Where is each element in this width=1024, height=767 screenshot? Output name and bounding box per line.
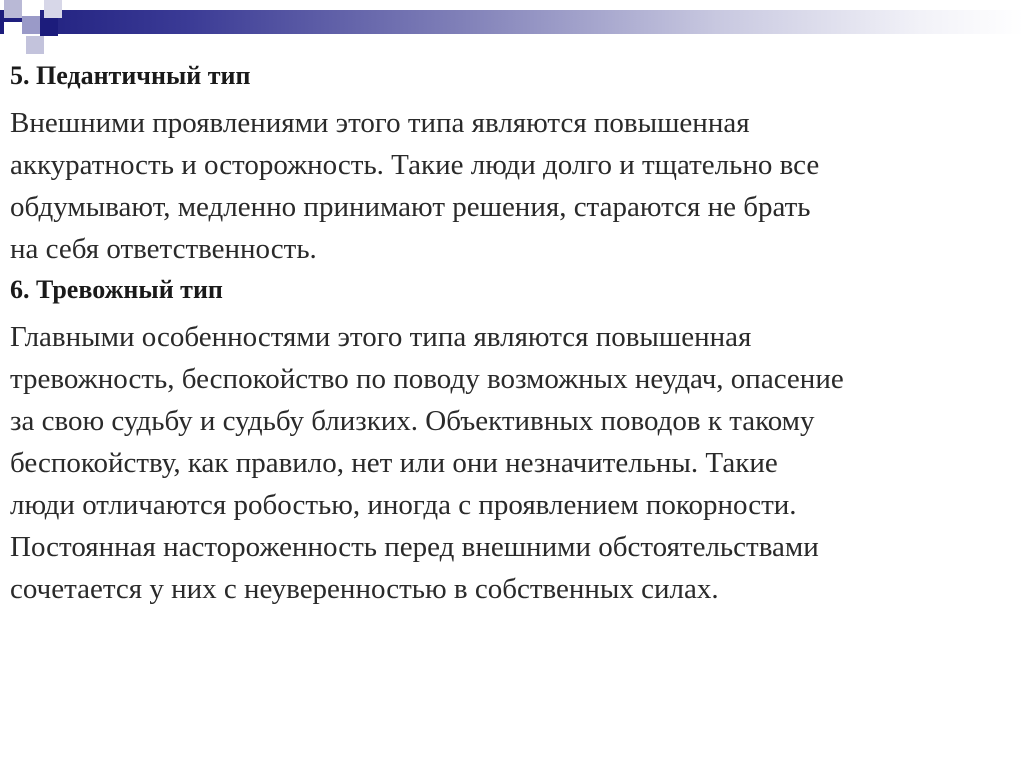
decorative-squares xyxy=(0,0,80,60)
section-text-pedantic: Внешними проявлениями этого типа являются повышенная аккуратность и осторожность. Такие люди долго и тщательно все обдумывают, медленно принимают решения, стараются не брать на себя ответственность. xyxy=(10,107,820,265)
decorative-square xyxy=(44,0,62,18)
decorative-square xyxy=(4,0,22,18)
decorative-square xyxy=(40,18,58,36)
decorative-square xyxy=(4,22,22,40)
decorative-square xyxy=(22,16,40,34)
section-heading-pedantic: 5. Педантичный тип xyxy=(10,61,251,90)
header-gradient-bar xyxy=(0,10,1024,34)
section-text-anxious: Главными особенностями этого типа являются повышенная тревожность, беспокойство по поводу возможных неудач, опасение за свою судьбу и судьбу близких. Объективных поводов к такому беспокойству, как правило, нет или они незначительны. Такие люди отличаются робостью, иногда с проявлением покорности. Постоянная настороженность перед внешними обстоятельствами сочетается у них с неуверенностью в собственных силах. xyxy=(10,321,844,605)
section-heading-anxious: 6. Тревожный тип xyxy=(10,275,223,304)
decorative-square xyxy=(48,36,66,54)
slide-content xyxy=(10,60,1000,614)
decorative-square xyxy=(26,36,44,54)
